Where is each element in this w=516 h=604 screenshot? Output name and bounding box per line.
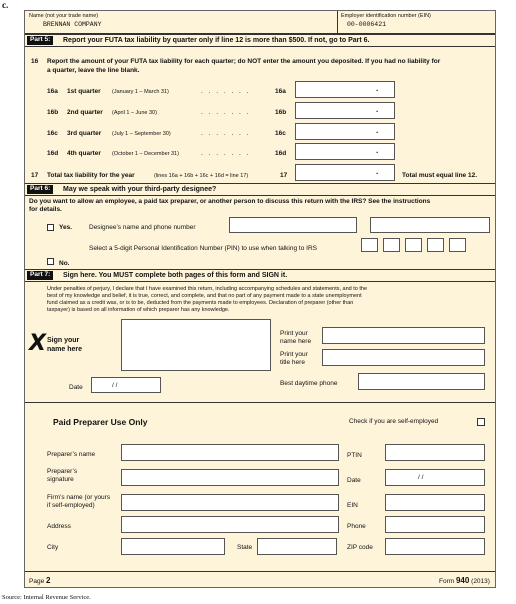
penalty-line-1: Under penalties of perjury, I declare that I have examined this return, including accompanying schedules and statements, and to the [47, 286, 368, 292]
line17-code: 17 [280, 172, 288, 179]
part5-rule [25, 46, 495, 47]
preparer-phone-input[interactable] [385, 516, 485, 533]
preparer-name-label: Preparer’s name [47, 451, 96, 458]
state-input[interactable] [257, 538, 337, 555]
print-name-input[interactable] [322, 327, 485, 344]
yes-label: Yes. [59, 224, 73, 231]
penalty-line-3: fund claimed as a credit was, or is to be, deducted from the payments made to employees. Declaration of preparer (other than [47, 300, 354, 306]
quarter-label: 2nd quarter [67, 109, 103, 116]
quarter-range: (July 1 – September 30) [112, 131, 171, 137]
print-title-input[interactable] [322, 349, 485, 366]
part6-rule [25, 195, 495, 196]
pin-digit-1[interactable] [361, 238, 378, 252]
line16-text-2: a quarter, leave the line blank. [47, 67, 140, 74]
quarter-num: 16d [47, 150, 59, 157]
header-divider [337, 11, 338, 33]
quarter-range: (October 1 – December 31) [112, 151, 179, 157]
sign-date-input[interactable]: / / [91, 377, 161, 393]
quarter-code: 16a [275, 88, 286, 95]
part7-title: Sign here. You MUST complete both pages of this form and SIGN it. [63, 272, 288, 279]
pin-digit-2[interactable] [383, 238, 400, 252]
signature-box[interactable] [121, 319, 271, 371]
print-name-label-1: Print your [280, 330, 308, 337]
part6-question-2: for details. [29, 206, 62, 213]
sign-label-1: Sign your [47, 337, 80, 344]
penalty-line-4: taxpayer) is based on all information of which preparer has any knowledge. [47, 307, 230, 313]
date-label: Date [69, 384, 83, 391]
part7-rule [25, 281, 495, 282]
leader-dots: . . . . . . . [201, 109, 251, 116]
pin-label: Select a 5-digit Personal Identification Number (PIN) to use when talking to IRS [89, 245, 317, 252]
firm-label-2: if self-employed) [47, 502, 95, 509]
print-title-label-1: Print your [280, 351, 308, 358]
figure-label: c. [2, 0, 9, 10]
self-employed-label: Check if you are self-employed [349, 418, 439, 425]
part6-question: Do you want to allow an employee, a paid tax preparer, or another person to discuss this return with the IRS? See the instructions [29, 198, 431, 205]
designee-no-checkbox[interactable] [47, 258, 54, 265]
page-number: Page 2 [29, 576, 51, 585]
source-credit: Source: Internal Revenue Service. [2, 594, 91, 601]
header-rule [25, 33, 495, 35]
part6-title: May we speak with your third-party designee? [63, 186, 217, 193]
quarter-label: 3rd quarter [67, 130, 102, 137]
firm-ein-input[interactable] [385, 494, 485, 511]
part5-title: Report your FUTA tax liability by quarter only if line 12 is more than $500. If not, go to Part 6. [63, 37, 370, 44]
ptin-label: PTIN [347, 452, 362, 459]
pin-digit-5[interactable] [449, 238, 466, 252]
pin-digit-4[interactable] [427, 238, 444, 252]
preparer-title: Paid Preparer Use Only [53, 417, 148, 427]
firm-label-1: Firm’s name (or yours [47, 494, 111, 501]
part7-tag: Part 7: [27, 271, 53, 280]
ptin-input[interactable] [385, 444, 485, 461]
print-title-label-2: title here [280, 359, 305, 366]
no-label: No. [59, 260, 70, 267]
quarter-num: 16c [47, 130, 58, 137]
designee-yes-checkbox[interactable] [47, 224, 54, 231]
quarter-num: 16a [47, 88, 58, 95]
quarter-num: 16b [47, 109, 59, 116]
phone-label-preparer: Phone [347, 523, 366, 530]
quarter-label: 4th quarter [67, 150, 101, 157]
self-employed-checkbox[interactable] [477, 418, 485, 426]
zip-label: ZIP code [347, 544, 373, 551]
ein-label-preparer: EIN [347, 502, 358, 509]
line17-total-amount[interactable]: . [295, 164, 395, 181]
city-input[interactable] [121, 538, 225, 555]
part7-end-rule [25, 402, 495, 403]
zip-input[interactable] [385, 538, 485, 555]
designee-phone-input[interactable] [370, 217, 490, 233]
city-label: City [47, 544, 59, 551]
sign-mark: X [29, 331, 46, 356]
quarter-16c-amount[interactable]: . [295, 123, 395, 140]
footer-rule [25, 571, 495, 572]
form-940-page-2 [24, 10, 496, 588]
part5-tag: Part 5: [27, 36, 53, 45]
preparer-signature-input[interactable] [121, 469, 339, 486]
preparer-date-label: Date [347, 477, 361, 484]
leader-dots: . . . . . . . [201, 130, 251, 137]
name-label: Name (not your trade name) [29, 13, 99, 19]
quarter-range: (April 1 – June 30) [112, 110, 157, 116]
line17-text: Total tax liability for the year [47, 172, 135, 179]
penalty-line-2: best of my knowledge and belief, it is true, correct, and complete, and that no part of any payment made to a state unemployment [47, 293, 362, 299]
quarter-label: 1st quarter [67, 88, 101, 95]
quarter-range: (January 1 – March 31) [112, 89, 169, 95]
quarter-16a-amount[interactable]: . [295, 81, 395, 98]
line17-num: 17 [31, 172, 39, 179]
print-name-label-2: name here [280, 338, 312, 345]
state-label: State [237, 544, 253, 551]
address-label: Address [47, 523, 71, 530]
pin-digit-3[interactable] [405, 238, 422, 252]
sign-label-2: name here [47, 346, 83, 353]
address-input[interactable] [121, 516, 339, 533]
part6-end-rule [25, 269, 495, 270]
firm-name-input[interactable] [121, 494, 339, 511]
form-id: Form 940 (2013) [439, 576, 490, 585]
ein-value: 00-0006421 [347, 21, 387, 28]
leader-dots: . . . . . . . [201, 150, 251, 157]
phone-label: Best daytime phone [280, 380, 338, 387]
quarter-code: 16c [275, 130, 286, 137]
preparer-signature-label-2: signature [47, 476, 74, 483]
leader-dots: . . . . . . . [201, 88, 251, 95]
line16-num: 16 [31, 58, 39, 65]
part6-tag: Part 6: [27, 185, 53, 194]
name-value: BRENNAN COMPANY [43, 21, 102, 28]
quarter-code: 16d [275, 150, 287, 157]
quarter-16b-amount[interactable]: . [295, 102, 395, 119]
line17-formula: (lines 16a + 16b + 16c + 16d = line 17) [154, 173, 249, 179]
part5-end-rule [25, 183, 495, 184]
preparer-signature-label-1: Preparer’s [47, 468, 78, 475]
quarter-code: 16b [275, 109, 287, 116]
line16-text: Report the amount of your FUTA tax liability for each quarter; do NOT enter the amount you deposited. If you had no liability for [47, 58, 441, 65]
ein-label: Employer identification number (EIN) [341, 13, 431, 19]
preparer-date-input[interactable]: / / [385, 469, 485, 486]
quarter-16d-amount[interactable]: . [295, 143, 395, 160]
line17-note: Total must equal line 12. [402, 172, 478, 179]
preparer-name-input[interactable] [121, 444, 339, 461]
designee-label: Designee’s name and phone number [89, 224, 196, 231]
designee-name-input[interactable] [229, 217, 357, 233]
daytime-phone-input[interactable] [358, 373, 485, 390]
